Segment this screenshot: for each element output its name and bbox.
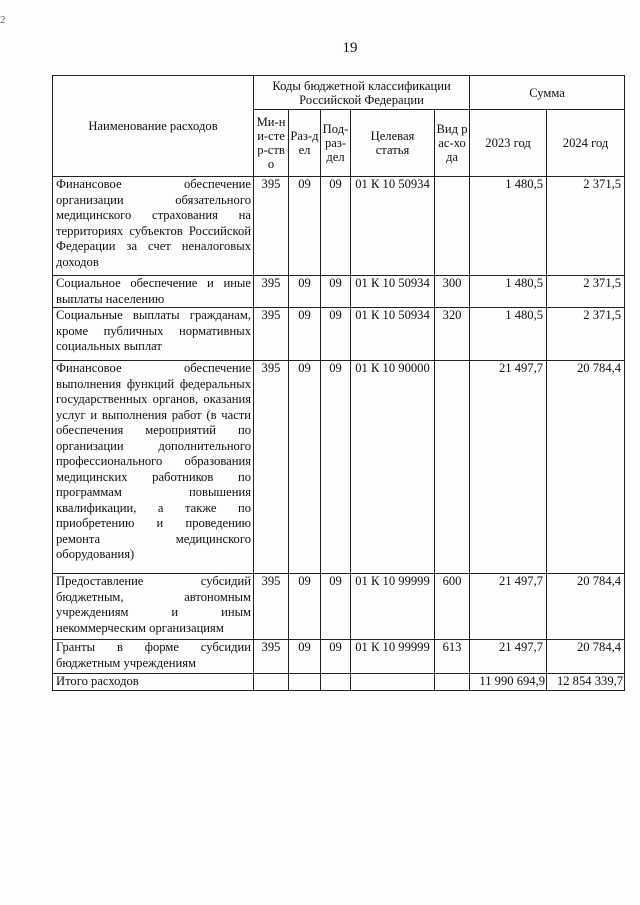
row-target: 01 К 10 99999 — [351, 640, 435, 674]
row-target: 01 К 10 50934 — [351, 308, 435, 361]
row-sum-2024: 2 371,5 — [547, 276, 625, 308]
total-empty-cell — [254, 674, 289, 691]
row-subsection: 09 — [321, 361, 351, 574]
row-sum-2023: 1 480,5 — [470, 276, 547, 308]
row-sum-2023: 1 480,5 — [470, 308, 547, 361]
row-subsection: 09 — [321, 276, 351, 308]
row-ministry: 395 — [254, 276, 289, 308]
row-subsection: 09 — [321, 308, 351, 361]
header-year-2023: 2023 год — [470, 110, 547, 177]
header-codes-group: Коды бюджетной классификации Российской Федерации — [254, 76, 470, 110]
table-row — [53, 276, 625, 308]
total-empty-cell — [351, 674, 435, 691]
row-section: 09 — [289, 361, 321, 574]
header-subsection: Под-раз-дел — [321, 110, 351, 177]
row-sum-2023: 1 480,5 — [470, 177, 547, 276]
page-number: 19 — [342, 40, 358, 56]
table-row — [53, 361, 625, 574]
row-subsection: 09 — [321, 640, 351, 674]
row-subsection: 09 — [321, 574, 351, 640]
row-name: Социальное обеспечение и иные выплаты населению — [53, 276, 254, 308]
row-name: Предоставление субсидий бюджетным, автономным учреждениям и иным некоммерческим организациям — [53, 574, 254, 640]
margin-mark: 2 — [0, 14, 6, 26]
table-row — [53, 640, 625, 674]
header-name: Наименование расходов — [53, 76, 254, 177]
header-section: Раз-дел — [289, 110, 321, 177]
header-target: Целевая статья — [351, 110, 435, 177]
row-target: 01 К 10 90000 — [351, 361, 435, 574]
row-type: 320 — [435, 308, 470, 361]
header-ministry: Ми-ни-стер-ство — [254, 110, 289, 177]
row-sum-2024: 20 784,4 — [547, 361, 625, 574]
total-empty-cell — [289, 674, 321, 691]
row-ministry: 395 — [254, 308, 289, 361]
total-label: Итого расходов — [53, 674, 254, 691]
row-sum-2024: 20 784,4 — [547, 574, 625, 640]
header-year-2024: 2024 год — [547, 110, 625, 177]
row-sum-2023: 21 497,7 — [470, 361, 547, 574]
row-section: 09 — [289, 574, 321, 640]
row-sum-2023: 21 497,7 — [470, 574, 547, 640]
total-empty-cell — [435, 674, 470, 691]
row-sum-2023: 21 497,7 — [470, 640, 547, 674]
row-ministry: 395 — [254, 574, 289, 640]
row-section: 09 — [289, 177, 321, 276]
row-target: 01 К 10 50934 — [351, 177, 435, 276]
row-sum-2024: 20 784,4 — [547, 640, 625, 674]
budget-table — [52, 75, 625, 691]
row-name: Социальные выплаты гражданам, кроме публичных нормативных социальных выплат — [53, 308, 254, 361]
row-name: Финансовое обеспечение организации обязательного медицинского страхования на территориях субъектов Российской Федерации за счет неналоговых доходов — [53, 177, 254, 276]
header-type: Вид рас-хода — [435, 110, 470, 177]
table-row — [53, 177, 625, 276]
total-sum-2023: 11 990 694,9 — [470, 674, 547, 691]
row-name: Финансовое обеспечение выполнения функций федеральных государственных органов, оказания услуг и выполнения работ (в части обеспечения мероприятий по организации дополнительного профессионального образования медицинских работников по программам повышения квалификации, а также по приобретению и проведению ремонта медицинского оборудования) — [53, 361, 254, 574]
row-type: 600 — [435, 574, 470, 640]
row-section: 09 — [289, 640, 321, 674]
row-type — [435, 361, 470, 574]
row-subsection: 09 — [321, 177, 351, 276]
table-row — [53, 308, 625, 361]
row-name: Гранты в форме субсидии бюджетным учреждениям — [53, 640, 254, 674]
row-target: 01 К 10 99999 — [351, 574, 435, 640]
row-type: 613 — [435, 640, 470, 674]
total-row — [53, 674, 625, 691]
header-sum-group: Сумма — [470, 76, 625, 110]
row-type — [435, 177, 470, 276]
row-sum-2024: 2 371,5 — [547, 308, 625, 361]
row-target: 01 К 10 50934 — [351, 276, 435, 308]
row-type: 300 — [435, 276, 470, 308]
row-ministry: 395 — [254, 177, 289, 276]
row-section: 09 — [289, 276, 321, 308]
row-sum-2024: 2 371,5 — [547, 177, 625, 276]
total-empty-cell — [321, 674, 351, 691]
table-row — [53, 574, 625, 640]
row-ministry: 395 — [254, 361, 289, 574]
row-ministry: 395 — [254, 640, 289, 674]
total-sum-2024: 12 854 339,7 — [547, 674, 625, 691]
row-section: 09 — [289, 308, 321, 361]
